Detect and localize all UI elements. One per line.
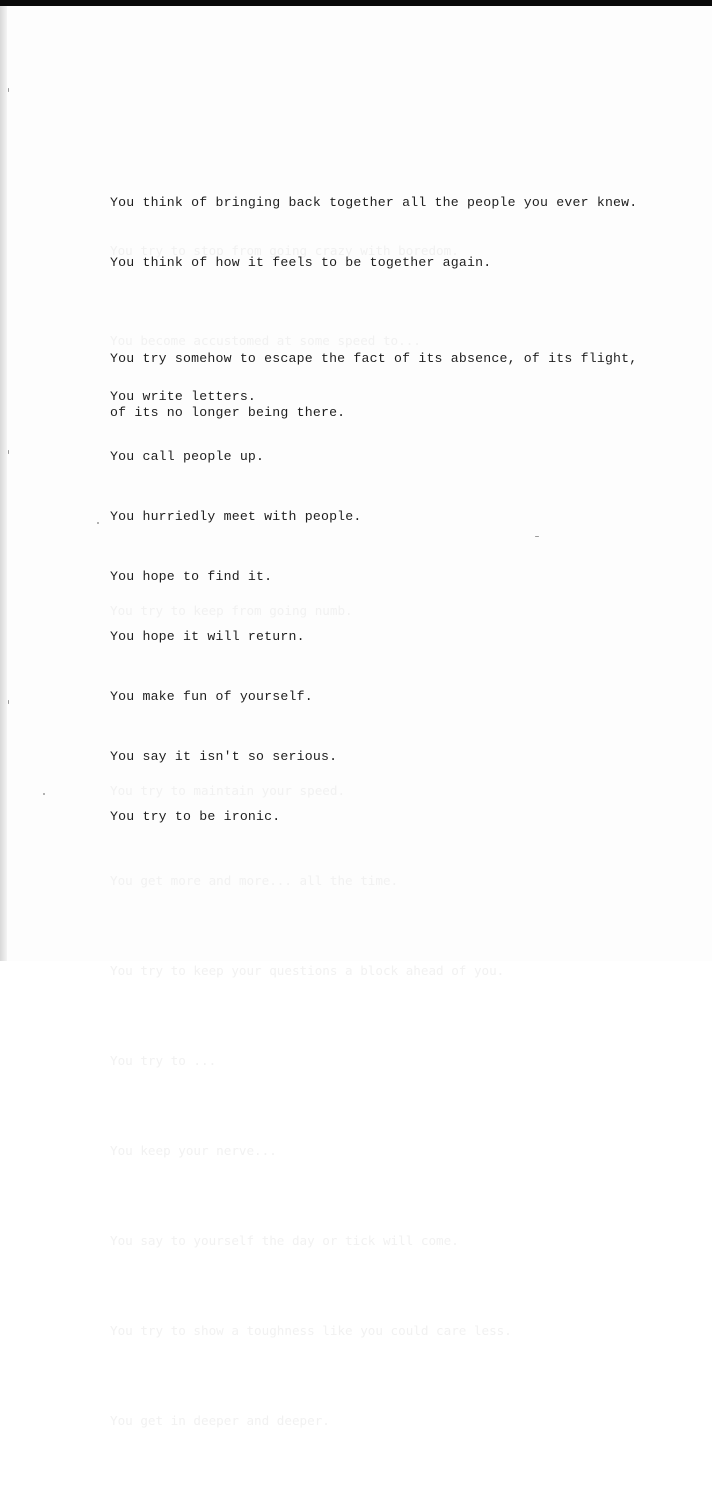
paper-speck bbox=[8, 450, 9, 454]
text-line-8: You hope it will return. bbox=[110, 629, 305, 644]
text-line-7: You hope to find it. bbox=[110, 569, 273, 584]
paper-speck bbox=[8, 700, 9, 704]
text-line-1: You think of bringing back together all the people you ever knew. bbox=[110, 195, 638, 210]
paper-speck bbox=[43, 793, 45, 795]
paper-speck bbox=[8, 88, 9, 92]
scan-top-border bbox=[0, 0, 712, 6]
text-line-10: You say it isn't so serious. bbox=[110, 749, 338, 764]
typewritten-text bbox=[110, 164, 710, 868]
text-line-9: You make fun of yourself. bbox=[110, 689, 313, 704]
text-line-4: You write letters. bbox=[110, 389, 257, 404]
ghost-line: You try to stop from going crazy with boredom. bbox=[110, 243, 459, 258]
ghost-line: You try to ... bbox=[110, 1053, 217, 1068]
ghost-line: You try to keep from going numb. bbox=[110, 603, 353, 618]
paper-speck bbox=[535, 536, 539, 537]
ghost-line: You try to keep your questions a block ahead of you. bbox=[110, 963, 505, 978]
text-line-3a: You try somehow to escape the fact of its absence, of its flight, bbox=[110, 351, 638, 366]
ghost-line: You say to yourself the day or tick will come. bbox=[110, 1233, 459, 1248]
text-line-11: You try to be ironic. bbox=[110, 809, 281, 824]
ghost-line: You become accustomed at some speed to... bbox=[110, 333, 421, 348]
paper-speck bbox=[97, 522, 99, 524]
ghost-line: You get more and more... all the time. bbox=[110, 873, 399, 888]
ghost-line: You try to maintain your speed. bbox=[110, 783, 346, 798]
text-line-5: You call people up. bbox=[110, 449, 265, 464]
text-line-3b: of its no longer being there. bbox=[110, 405, 346, 420]
scan-left-shadow bbox=[0, 6, 7, 961]
text-line-6: You hurriedly meet with people. bbox=[110, 509, 362, 524]
ghost-line: You get in deeper and deeper. bbox=[110, 1413, 330, 1428]
text-line-2: You think of how it feels to be together again. bbox=[110, 255, 492, 270]
ghost-line: You try to show a toughness like you could care less. bbox=[110, 1323, 512, 1338]
ghost-line: You keep your nerve... bbox=[110, 1143, 277, 1158]
